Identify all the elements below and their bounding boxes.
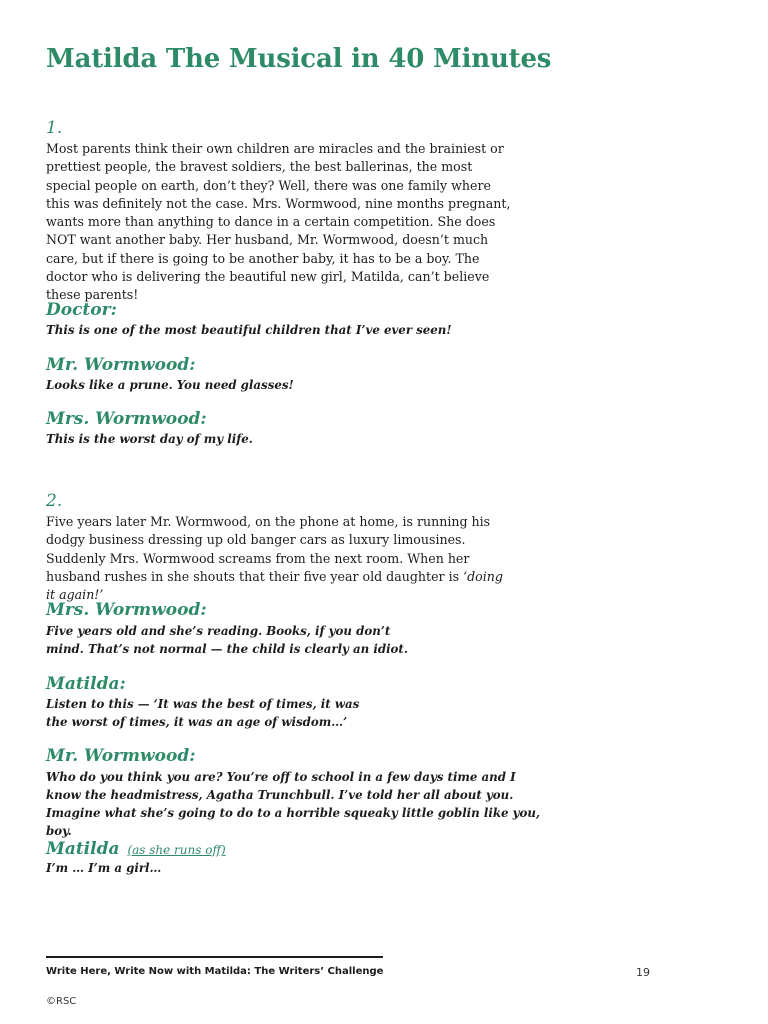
dialogue-line: I’m … I’m a girl… — [46, 861, 162, 875]
section-number: 2. — [46, 491, 63, 511]
copyright: ©RSC — [46, 996, 77, 1007]
dialogue-line: Five years old and she’s reading. Books, if you don’t mind. That’s not normal — the child is clearly an idiot. — [46, 624, 408, 656]
speaker-name: Mr. Wormwood: — [46, 746, 196, 766]
dialogue-line: This is the worst day of my life. — [46, 432, 253, 446]
speaker-name-text: Matilda — [46, 839, 120, 859]
narration-paragraph: Most parents think their own children are miracles and the brainiest or prettiest people, the bravest soldiers, the best ballerinas, the most special people on earth, don’t they? Well, there was one family where this was definitely not the case. Mrs. Wormwood, nine months pregnant, wants more than anything to dance in a certain competition. She does NOT want another baby. Her husband, Mr. Wormwood, doesn’t much care, but if there is going to be another baby, it has to be a boy. The doctor who is delivering the beautiful new girl, Matilda, can’t believe these parents! — [46, 141, 511, 303]
speaker-name — [46, 839, 226, 860]
speaker-name: Mrs. Wormwood: — [46, 600, 207, 620]
stage-direction: (as she runs off) — [127, 843, 226, 857]
section-number: 1. — [46, 118, 63, 138]
speaker-name: Matilda: — [46, 674, 126, 694]
speaker-name: Mrs. Wormwood: — [46, 409, 207, 429]
dialogue-line: Listen to this — ‘It was the best of times, it was the worst of times, it was an age of wisdom…’ — [46, 697, 360, 729]
footer-divider — [46, 956, 383, 958]
dialogue-line: Looks like a prune. You need glasses! — [46, 378, 294, 392]
narration-quote: ‘doing it again!’ — [46, 568, 503, 603]
page-title: Matilda The Musical in 40 Minutes — [46, 44, 552, 74]
page-number: 19 — [636, 966, 650, 979]
narration-paragraph — [46, 513, 511, 604]
narration-text: Five years later Mr. Wormwood, on the phone at home, is running his dodgy business dressing up old banger cars as luxury limousines. Suddenly Mrs. Wormwood screams from the next room. When her husband rushes in she shouts that their five year old daughter is — [46, 514, 491, 584]
speaker-name: Mr. Wormwood: — [46, 355, 196, 375]
dialogue-line: This is one of the most beautiful children that I’ve ever seen! — [46, 323, 452, 337]
footer-title: Write Here, Write Now with Matilda: The Writers’ Challenge — [46, 966, 384, 977]
dialogue-line: Who do you think you are? You’re off to school in a few days time and I know the headmistress, Agatha Trunchbull. I’ve told her all about you. Imagine what she’s going to do to a horrible squeaky little goblin like you, boy. — [46, 770, 541, 838]
speaker-name: Doctor: — [46, 300, 117, 320]
